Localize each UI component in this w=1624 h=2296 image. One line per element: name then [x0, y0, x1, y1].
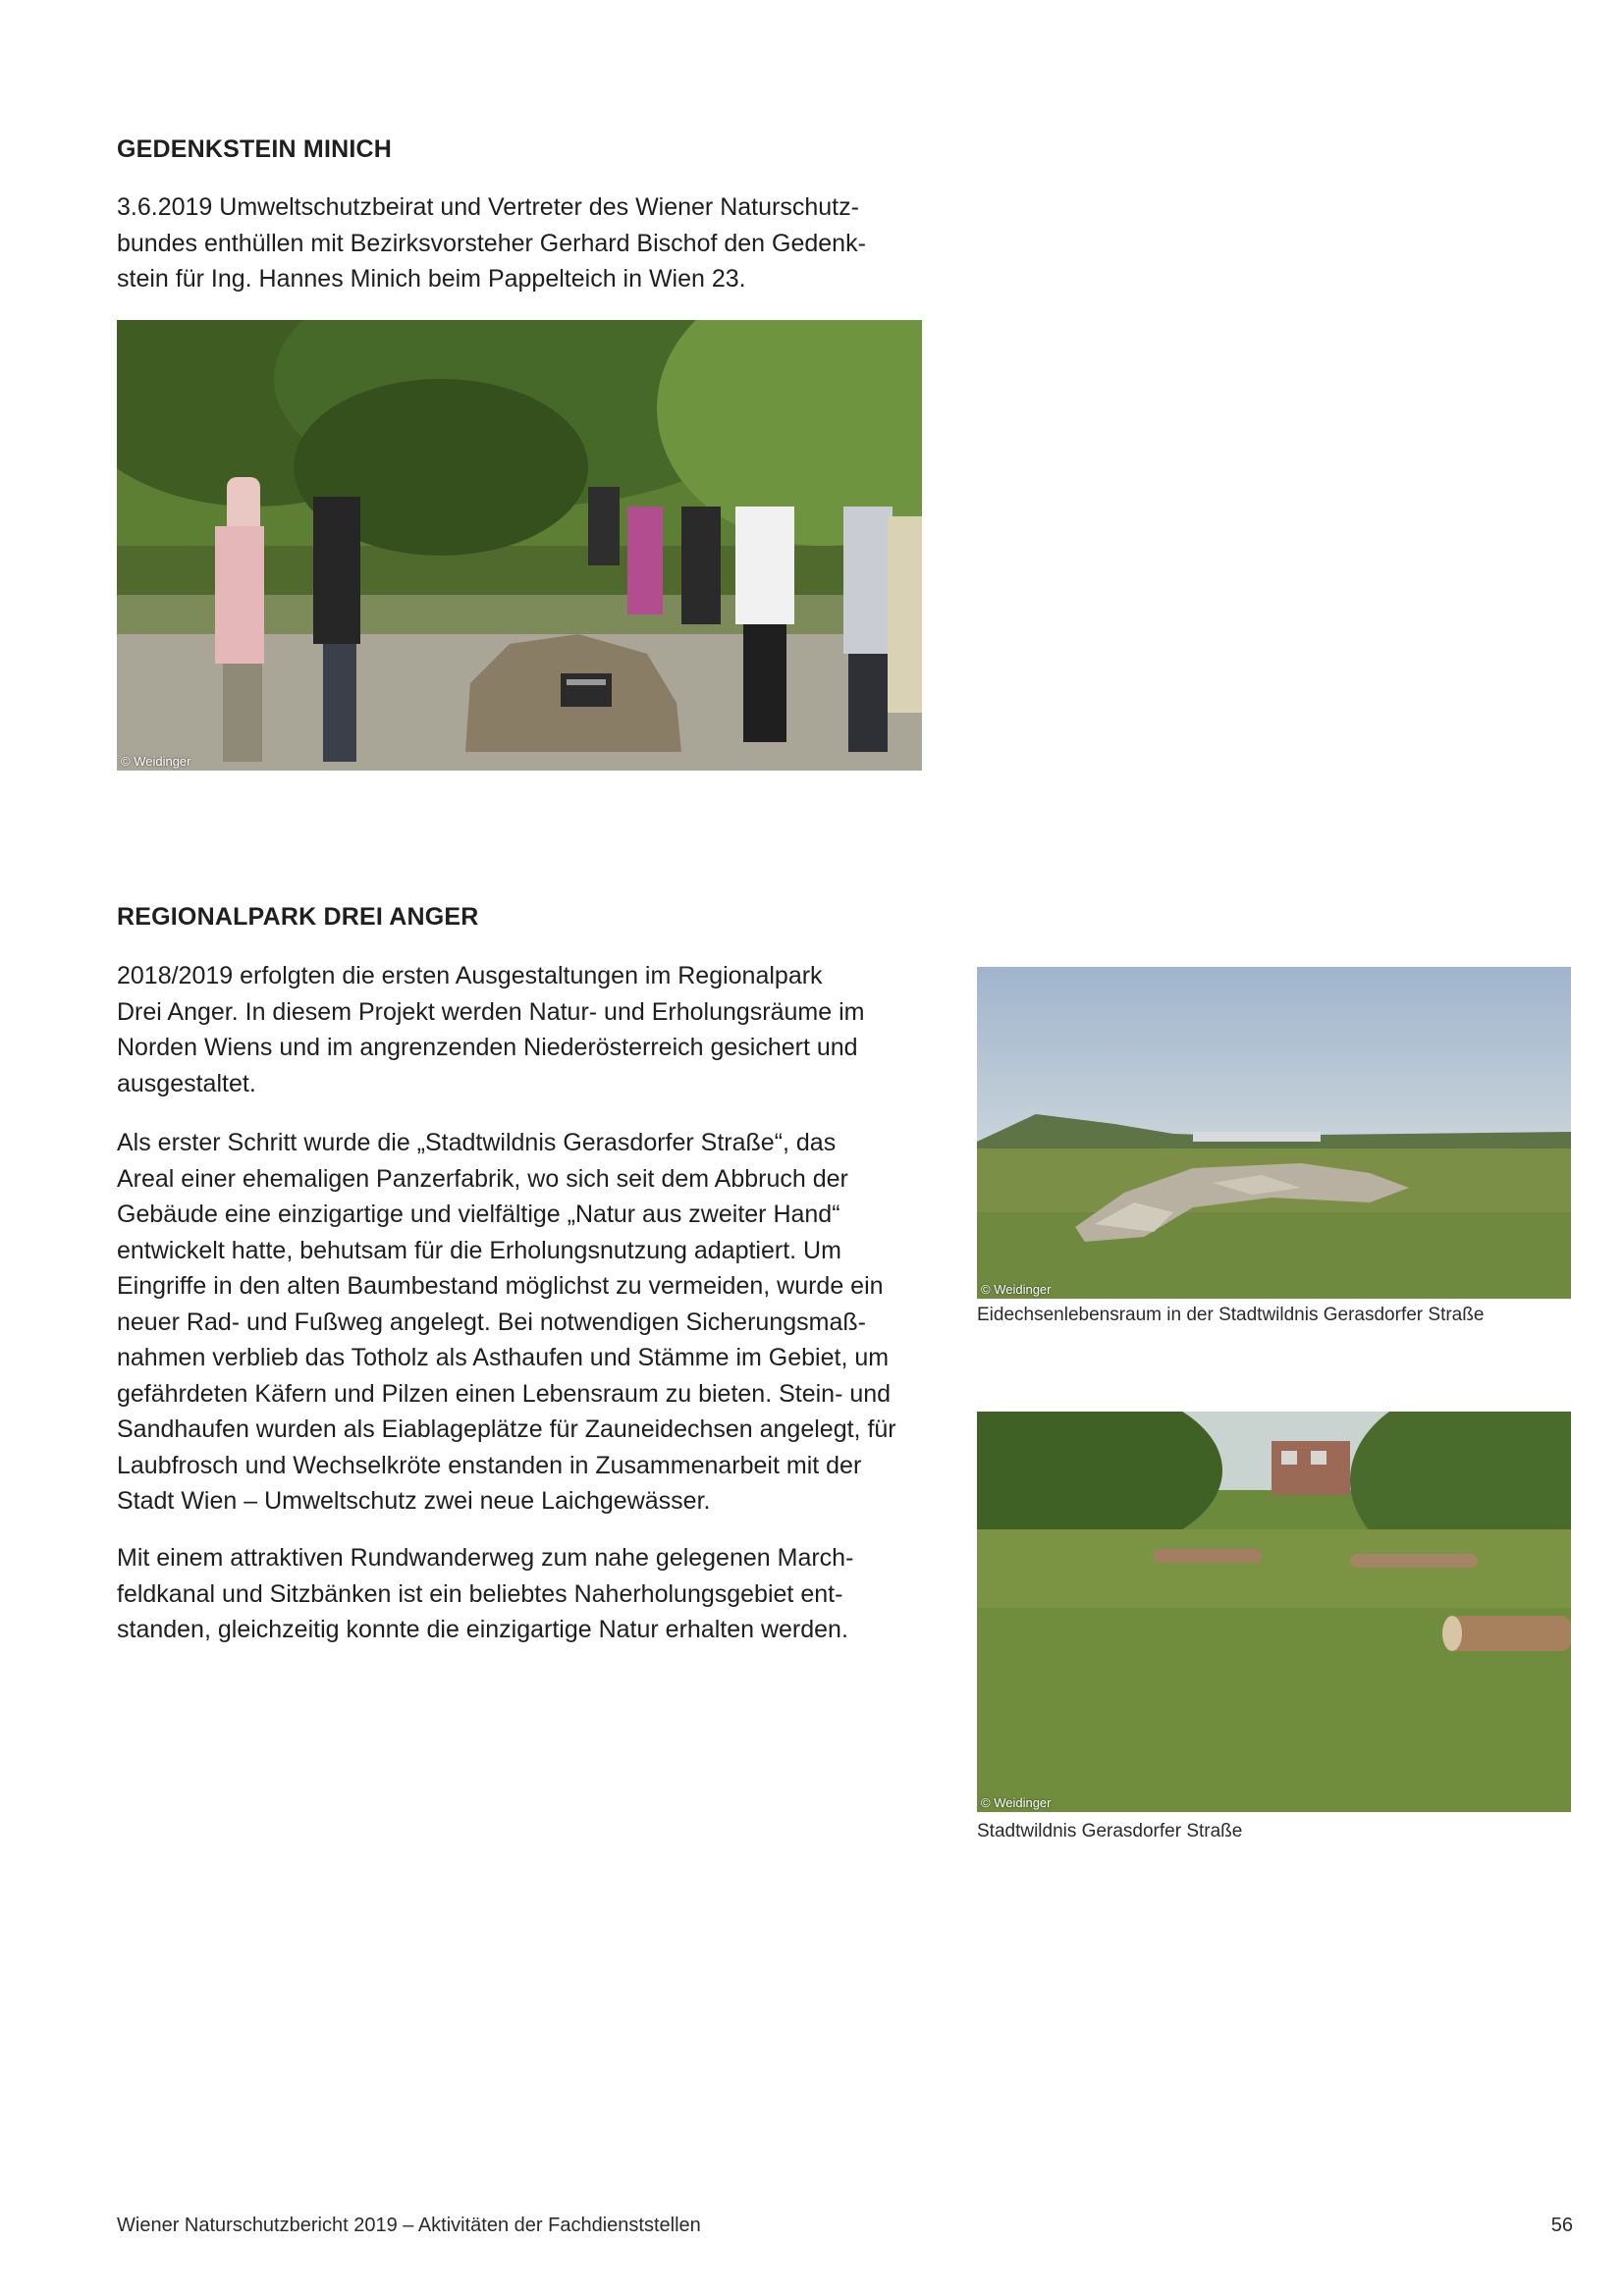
text-line: bundes enthüllen mit Bezirksvorsteher Gerhard Bischof den Gedenk- [117, 229, 866, 257]
text-line: Eingriffe in den alten Baumbestand möglichst zu vermeiden, wurde ein [117, 1272, 884, 1300]
photo-credit: © Weidinger [981, 1282, 1052, 1297]
text-line: stein für Ing. Hannes Minich beim Pappelteich in Wien 23. [117, 265, 746, 293]
section2-paragraph-2 [117, 1125, 922, 1520]
text-line: Stadt Wien – Umweltschutz zwei neue Laichgewässer. [117, 1487, 711, 1515]
photo-memorial-stone [117, 320, 922, 771]
photo-lizard-habitat [977, 967, 1571, 1299]
photo-urban-wilderness-illustration [977, 1412, 1571, 1812]
text-line: Mit einem attraktiven Rundwanderweg zum nahe gelegenen March- [117, 1544, 854, 1572]
text-line: ausgestaltet. [117, 1069, 256, 1097]
photo-caption: Eidechsenlebensraum in der Stadtwildnis Gerasdorfer Straße [977, 1305, 1485, 1325]
photo-urban-wilderness [977, 1412, 1571, 1812]
text-line: Drei Anger. In diesem Projekt werden Natur- und Erholungsräume im [117, 997, 865, 1026]
photo-credit: © Weidinger [981, 1795, 1052, 1810]
text-line: Areal einer ehemaligen Panzerfabrik, wo sich seit dem Abbruch der [117, 1164, 848, 1193]
text-line: Norden Wiens und im angrenzenden Niederösterreich gesichert und [117, 1034, 858, 1061]
footer-title: Wiener Naturschutzbericht 2019 – Aktivitäten der Fachdienststellen [117, 2215, 701, 2236]
text-line: gefährdeten Käfern und Pilzen einen Lebensraum zu bieten. Stein- und [117, 1379, 892, 1408]
photo-memorial-stone-illustration [117, 320, 922, 771]
section1-paragraph [117, 189, 922, 297]
photo-credit: © Weidinger [121, 754, 191, 769]
section2-paragraph-3 [117, 1540, 922, 1648]
section-heading-regionalpark: REGIONALPARK DREI ANGER [117, 903, 479, 931]
text-line: feldkanal und Sitzbänken ist ein beliebtes Naherholungsgebiet ent- [117, 1579, 843, 1608]
text-line: neuer Rad- und Fußweg angelegt. Bei notwendigen Sicherungsmaß- [117, 1308, 866, 1336]
text-line: Sandhaufen wurden als Eiablageplätze für Zauneidechsen angelegt, für [117, 1415, 896, 1443]
text-line: entwickelt hatte, behutsam für die Erholungsnutzung adaptiert. Um [117, 1236, 841, 1264]
photo-lizard-habitat-illustration [977, 967, 1571, 1299]
text-line: Als erster Schritt wurde die „Stadtwildnis Gerasdorfer Straße“, das [117, 1129, 837, 1156]
text-line: 2018/2019 erfolgten die ersten Ausgestaltungen im Regionalpark [117, 962, 823, 989]
section2-paragraph-1 [117, 958, 922, 1101]
text-line: Laubfrosch und Wechselkröte enstanden in Zusammenarbeit mit der [117, 1451, 862, 1479]
page-number: 56 [1550, 2215, 1573, 2236]
text-line: Gebäude eine einzigartige und vielfältige „Natur aus zweiter Hand“ [117, 1201, 840, 1228]
text-line: nahmen verblieb das Totholz als Asthaufen und Stämme im Gebiet, um [117, 1344, 890, 1371]
text-line: standen, gleichzeitig konnte die einzigartige Natur erhalten werden. [117, 1616, 848, 1643]
text-line: 3.6.2019 Umweltschutzbeirat und Vertreter des Wiener Naturschutz- [117, 193, 859, 221]
section-heading-gedenkstein: GEDENKSTEIN MINICH [117, 135, 393, 163]
photo-caption: Stadtwildnis Gerasdorfer Straße [977, 1821, 1243, 1842]
